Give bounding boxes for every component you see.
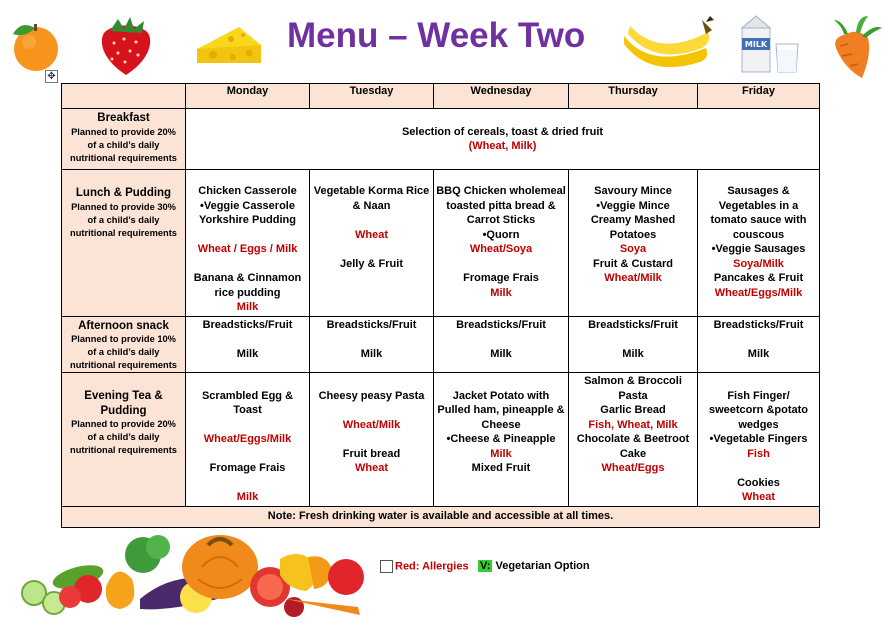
legend-veg-label: Vegetarian Option: [495, 560, 590, 572]
menu-line: Vegetables in a: [718, 199, 799, 212]
meal-desc: of a child’s daily: [87, 432, 160, 442]
menu-line: •Vegetable Fingers: [709, 433, 808, 445]
meal-label: [62, 373, 186, 507]
evening-row: [62, 373, 820, 507]
meal-label: [62, 109, 186, 170]
meal-name: Evening Tea & Pudding: [84, 390, 163, 417]
menu-line: Creamy Mashed: [590, 214, 676, 226]
menu-line: Cheese: [481, 418, 521, 431]
day-header: Wednesday: [434, 84, 569, 109]
blank-line: [436, 332, 566, 347]
menu-line: Wheat/Soya: [469, 243, 533, 255]
menu-cell: [310, 316, 434, 373]
menu-line: Chocolate & Beetroot: [576, 433, 690, 445]
carrot-icon: [828, 14, 884, 80]
blank-line: [436, 257, 566, 272]
menu-line: Soya: [619, 243, 647, 255]
milk-carton-icon: [736, 12, 804, 74]
corner-cell: [62, 84, 186, 109]
menu-line: Milk: [490, 347, 512, 360]
menu-line: couscous: [732, 228, 785, 241]
menu-line: Carrot Sticks: [466, 214, 536, 226]
menu-cell: [569, 170, 698, 317]
menu-line: Breadsticks/Fruit: [713, 318, 804, 331]
menu-line: Breadsticks/Fruit: [326, 318, 417, 331]
menu-line: Milk: [236, 347, 259, 360]
menu-line: Breadsticks/Fruit: [588, 318, 678, 331]
lunch-row: [62, 170, 820, 317]
orange-icon: [8, 17, 64, 73]
meal-desc: of a child’s daily: [87, 214, 160, 225]
meal-desc: nutritional requirements: [70, 445, 177, 455]
breakfast-allergens: (Wheat, Milk): [468, 140, 537, 152]
meal-name: Breakfast: [97, 112, 150, 124]
blank-line: [188, 257, 307, 272]
menu-line: Salmon & Broccoli: [584, 375, 682, 387]
blank-line: [571, 332, 695, 347]
menu-line: Wheat/Milk: [604, 272, 662, 284]
menu-line: Fromage Frais: [209, 462, 286, 474]
menu-line: wedges: [738, 418, 779, 431]
menu-line: Fish: [747, 447, 770, 460]
day-header: Tuesday: [310, 84, 434, 109]
menu-line: Chicken Casserole: [198, 185, 297, 197]
menu-cell: [698, 316, 820, 373]
day-header: Thursday: [569, 84, 698, 109]
table-move-handle[interactable]: ✥: [45, 70, 58, 83]
menu-line: BBQ Chicken wholemeal: [436, 185, 566, 197]
blank-line: [312, 213, 431, 228]
menu-line: Pancakes & Fruit: [713, 272, 804, 284]
menu-line: Wheat/Eggs/Milk: [714, 286, 803, 299]
menu-line: Jelly & Fruit: [340, 257, 403, 270]
menu-line: •Cheese & Pineapple: [446, 433, 556, 445]
menu-line: Milk: [622, 347, 644, 360]
menu-line: Pulled ham, pineapple &: [437, 404, 565, 416]
blank-line: [312, 242, 431, 257]
meal-desc: Planned to provide 10%: [71, 334, 176, 344]
note-text: Note: Fresh drinking water is available and accessible at all times.: [62, 506, 820, 527]
menu-cell: [186, 316, 310, 373]
menu-line: sweetcorn &potato: [708, 404, 808, 416]
svg-text:MILK: MILK: [744, 40, 768, 49]
blank-line: [188, 418, 307, 433]
menu-line: Pasta: [618, 389, 648, 402]
menu-line: Fish, Wheat, Milk: [588, 418, 678, 431]
meal-desc: of a child’s daily: [87, 139, 160, 150]
meal-desc: nutritional requirements: [70, 227, 177, 238]
menu-line: tomato sauce with: [710, 214, 807, 226]
menu-line: Jacket Potato with: [452, 389, 550, 402]
meal-label: [62, 170, 186, 317]
menu-line: •Veggie Sausages: [711, 243, 806, 255]
menu-line: toasted pitta bread &: [446, 199, 556, 212]
blank-line: [436, 374, 566, 389]
menu-line: Cookies: [737, 476, 780, 489]
legend-allergies: Red: Allergies: [395, 560, 469, 573]
menu-line: Cheesy peasy Pasta: [318, 389, 425, 402]
menu-cell: [569, 316, 698, 373]
blank-line: [700, 461, 817, 476]
menu-line: Soya/Milk: [733, 257, 784, 270]
menu-line: Yorkshire Pudding: [199, 214, 296, 226]
blank-line: [700, 374, 817, 389]
breakfast-row: [62, 109, 820, 170]
meal-name: Afternoon snack: [78, 319, 169, 332]
menu-line: Wheat: [355, 228, 388, 241]
menu-cell: [698, 373, 820, 507]
legend: [380, 560, 469, 573]
menu-line: rice pudding: [214, 286, 281, 299]
menu-line: Milk: [360, 347, 383, 360]
strawberry-icon: [92, 9, 160, 77]
menu-table: [61, 83, 820, 528]
menu-line: Milk: [236, 301, 259, 313]
menu-line: Milk: [236, 491, 259, 503]
menu-cell: [310, 170, 434, 317]
meal-desc: Planned to provide 20%: [71, 126, 176, 137]
menu-line: Fruit & Custard: [592, 257, 674, 270]
meal-name: Lunch & Pudding: [75, 187, 172, 199]
blank-line: [312, 432, 431, 447]
legend-allergy-swatch: [380, 560, 393, 573]
legend-vegetarian: [478, 560, 590, 572]
day-header-row: [62, 84, 820, 109]
menu-line: Cake: [619, 447, 647, 460]
menu-line: Wheat: [355, 462, 388, 474]
blank-line: [188, 476, 307, 491]
menu-cell: [569, 373, 698, 507]
menu-line: Fish Finger/: [727, 389, 790, 402]
menu-line: Wheat / Eggs / Milk: [197, 243, 298, 255]
blank-line: [188, 228, 307, 243]
fruit-vegetable-pile-image: [8, 527, 376, 617]
note-row: [62, 506, 820, 527]
blank-line: [312, 374, 431, 389]
breakfast-text: Selection of cereals, toast & dried fruit: [401, 125, 604, 138]
menu-line: Milk: [490, 447, 512, 460]
blank-line: [312, 403, 431, 418]
menu-line: Garlic Bread: [600, 404, 666, 416]
menu-line: •Veggie Casserole: [200, 199, 295, 212]
menu-line: Potatoes: [609, 228, 657, 241]
meal-desc: of a child’s daily: [87, 347, 160, 357]
menu-line: Savoury Mince: [594, 185, 672, 197]
meal-desc: Planned to provide 30%: [71, 201, 176, 212]
blank-line: [188, 332, 307, 347]
menu-line: Wheat/Eggs/Milk: [203, 433, 292, 445]
menu-line: Mixed Fruit: [471, 462, 531, 474]
breakfast-cell: [186, 109, 820, 170]
menu-line: Fruit bread: [342, 447, 401, 460]
menu-line: •Quorn: [482, 228, 520, 241]
menu-line: Breadsticks/Fruit: [456, 318, 546, 331]
menu-line: Vegetable Korma Rice: [313, 185, 430, 197]
blank-line: [312, 332, 431, 347]
blank-line: [700, 332, 817, 347]
day-header: Friday: [698, 84, 820, 109]
menu-line: Wheat/Milk: [342, 418, 401, 431]
menu-line: Milk: [747, 347, 770, 360]
menu-line: •Veggie Mince: [596, 199, 670, 212]
menu-line: Banana & Cinnamon: [193, 272, 302, 284]
menu-cell: [434, 316, 569, 373]
menu-cell: [186, 373, 310, 507]
menu-cell: [434, 170, 569, 317]
page-title: Menu – Week Two: [287, 16, 586, 55]
meal-desc: Planned to provide 20%: [71, 419, 176, 429]
menu-line: Sausages &: [727, 185, 790, 197]
day-header: Monday: [186, 84, 310, 109]
snack-row: [62, 316, 820, 373]
menu-cell: [186, 170, 310, 317]
menu-cell: [434, 373, 569, 507]
menu-line: Wheat: [742, 491, 775, 503]
menu-line: Milk: [490, 286, 512, 299]
meal-label: [62, 316, 186, 373]
menu-line: Scrambled Egg & Toast: [201, 389, 294, 416]
menu-cell: [698, 170, 820, 317]
blank-line: [188, 374, 307, 389]
banana-icon: [620, 12, 716, 74]
menu-line: & Naan: [352, 199, 391, 212]
cheese-icon: [193, 23, 265, 67]
menu-line: Breadsticks/Fruit: [202, 318, 293, 331]
menu-line: Fromage Frais: [463, 272, 539, 284]
menu-line: Wheat/Eggs: [601, 462, 665, 474]
blank-line: [188, 447, 307, 462]
meal-desc: nutritional requirements: [70, 152, 177, 163]
legend-veg-marker: V:: [480, 560, 491, 572]
meal-desc: nutritional requirements: [70, 360, 177, 370]
menu-cell: [310, 373, 434, 507]
